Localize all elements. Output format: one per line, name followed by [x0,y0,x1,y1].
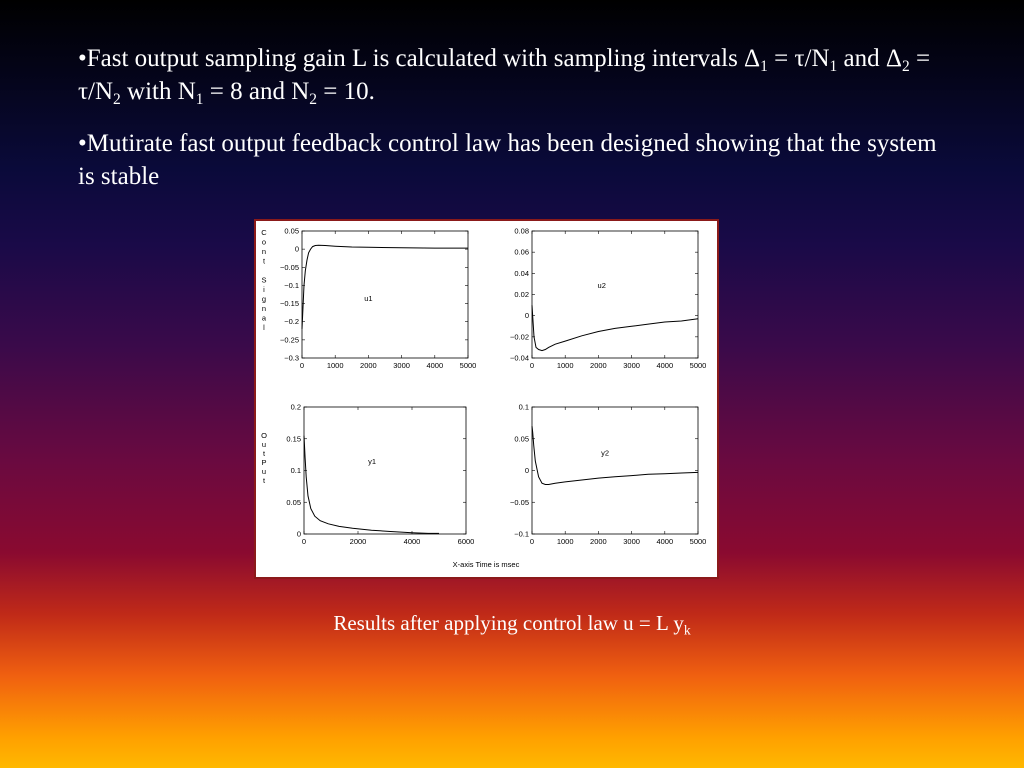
x-tick-label: 1000 [326,361,344,370]
y-tick-label: −0.25 [280,335,299,345]
plot-label-u2: u2 [597,281,606,291]
y-tick-label: −0.1 [514,529,529,539]
y-tick-label: 0.08 [514,226,529,236]
y-tick-label: −0.02 [510,332,529,342]
y-tick-label: 0 [296,529,301,539]
x-tick-label: 3000 [623,537,640,546]
x-tick-label: 5000 [459,361,477,370]
x-tick-label: 0 [299,361,305,370]
side-label-letter: n [261,304,267,313]
x-tick-label: 5000 [689,361,707,370]
y-tick-label: 0.05 [286,497,301,507]
plot-frame-y2 [532,407,698,534]
y-tick-label: 0.1 [290,466,301,475]
plot-frame-u2 [532,231,698,358]
y-tick-label: 0.04 [514,268,529,278]
side-label-letter: P [261,458,267,467]
side-label-letter: g [261,294,267,304]
x-tick-label: 4000 [656,361,674,370]
side-label-letter: i [263,285,265,294]
side-label-letter: u [261,467,267,476]
x-tick-label: 2000 [590,537,607,546]
x-tick-label: 0 [529,537,535,546]
x-tick-label: 1000 [556,361,574,370]
x-tick-label: 0 [301,537,307,546]
side-label-letter: a [261,313,267,323]
x-tick-label: 2000 [590,361,607,370]
results-plots [256,221,717,577]
results-figure [254,219,719,579]
x-tick-label: 6000 [457,537,475,546]
xaxis-note: X-axis Time is msec [452,560,520,569]
y-tick-label: 0 [524,466,529,475]
side-label-letter: o [261,237,267,247]
y-tick-label: −0.05 [280,262,299,272]
bullet-list [78,42,958,212]
x-tick-label: 4000 [656,537,674,546]
side-label-letter: O [261,431,267,440]
y-tick-label: 0.1 [518,402,529,412]
plot-label-y2: y2 [601,448,610,458]
series-line-y1 [304,436,439,534]
bullet-1: •Fast output sampling gain L is calculated with sampling intervals $\Delta_1 = \tau/N_1$ and $\Delta_2 = \tau/N_2$ with $N_1 = 8$ and $N_2 = 10$. [78,45,931,108]
plot-frame-u1 [302,231,468,358]
series-line-y2 [532,426,698,484]
x-tick-label: 1000 [556,537,574,546]
side-label-letter: t [262,256,266,266]
y-tick-label: 0 [294,244,299,254]
y-tick-label: −0.3 [284,353,299,363]
side-label-letter: l [263,323,265,332]
side-label-letter: n [261,247,267,256]
plot-frame-y1 [304,407,466,534]
x-tick-label: 3000 [393,361,410,370]
y-tick-label: −0.04 [510,353,529,363]
y-tick-label: 0.05 [284,226,299,236]
x-tick-label: 4000 [403,537,421,546]
x-tick-label: 0 [529,361,535,370]
side-label-letter: t [262,449,266,458]
plot-label-u1: u1 [364,293,373,303]
side-label-letter: t [262,476,266,485]
y-tick-label: −0.1 [284,280,299,290]
x-tick-label: 4000 [426,361,444,370]
x-tick-label: 2000 [349,537,367,546]
y-tick-label: 0.06 [514,247,529,257]
plot-label-y1: y1 [368,457,377,467]
side-label-letter: S [261,275,267,285]
bullet-2: •Mutirate fast output feedback control law has been designed showing that the system is stable [78,130,937,190]
y-tick-label: 0.15 [286,434,301,444]
y-tick-label: 0.2 [290,402,301,412]
y-tick-label: 0.02 [514,290,529,299]
series-line-u1 [302,245,468,329]
side-label-letter: u [261,440,267,449]
y-tick-label: −0.05 [510,497,529,507]
y-tick-label: −0.2 [284,317,299,327]
y-tick-label: 0 [524,311,529,321]
y-tick-label: −0.15 [280,299,299,309]
side-label-letter: C [261,228,267,237]
x-tick-label: 5000 [689,537,707,546]
series-line-u2 [532,305,698,351]
figure-caption: Results after applying control law u = L $y_k$ [333,611,691,638]
x-tick-label: 3000 [623,361,640,370]
x-tick-label: 2000 [360,361,377,370]
y-tick-label: 0.05 [514,434,529,444]
